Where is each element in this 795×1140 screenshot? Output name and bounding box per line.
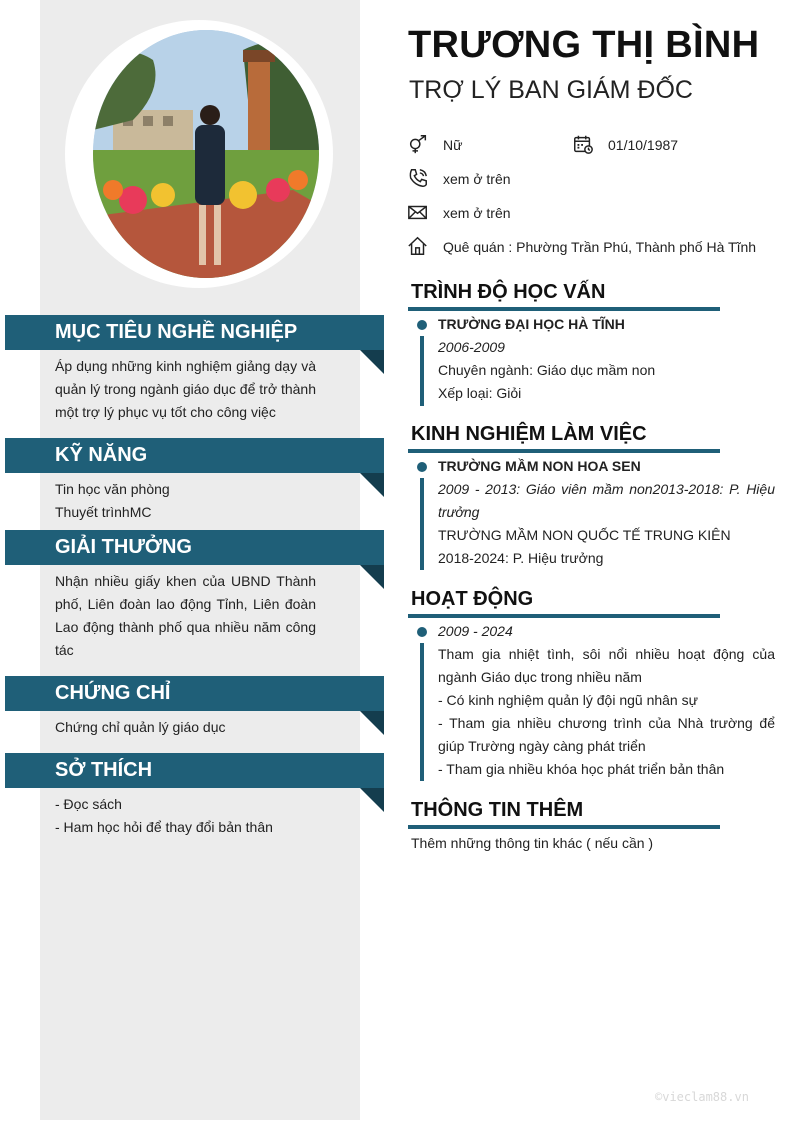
birthday-value: 01/10/1987 [608, 137, 679, 153]
hobbies-heading-fold [360, 788, 384, 812]
activity-line: - Có kinh nghiệm quản lý đội ngũ nhân sự [438, 692, 698, 708]
avatar [93, 30, 319, 278]
activities-timeline [420, 643, 424, 781]
home-icon [407, 235, 429, 257]
experience-heading: KINH NGHIỆM LÀM VIỆC [411, 423, 647, 445]
awards-heading: GIẢI THƯỞNG [5, 530, 384, 565]
extra-rule [408, 825, 720, 829]
activities-period: 2009 - 2024 [438, 623, 513, 639]
activity-line: Tham gia nhiệt tình, sôi nổi nhiều hoạt động của ngành Giáo dục trong nhiều năm [438, 646, 775, 685]
hometown-value: Quê quán : Phường Trần Phú, Thành phố Hà Tĩnh [443, 239, 757, 255]
awards-text: Nhận nhiều giấy khen của UBND Thành phố, Liên đoàn lao động Tỉnh, Liên đoàn Lao động thành phố qua nhiều năm công tác [55, 573, 316, 658]
experience-block [438, 455, 775, 570]
experience-bullet [417, 462, 427, 472]
skill-item: Thuyết trìnhMC [55, 504, 152, 520]
activities-bullet [417, 627, 427, 637]
education-major: Chuyên ngành: Giáo dục mầm non [438, 362, 656, 378]
watermark: ©vieclam88.vn [655, 1090, 749, 1104]
activity-line: - Tham gia nhiều chương trình của Nhà trường để giúp Trường ngày càng phát triển [438, 715, 775, 754]
activity-line: - Tham gia nhiều khóa học phát triển bản thân [438, 761, 725, 777]
gender-value: Nữ [443, 137, 463, 153]
hobbies-heading: SỞ THÍCH [5, 753, 384, 788]
job-title: TRỢ LÝ BAN GIÁM ĐỐC [409, 76, 693, 104]
education-bullet [417, 320, 427, 330]
phone-value: xem ở trên [443, 171, 511, 187]
phone-icon [407, 167, 429, 189]
activities-rule [408, 614, 720, 618]
education-period: 2006-2009 [438, 339, 505, 355]
certificates-heading: CHỨNG CHỈ [5, 676, 384, 711]
education-rule [408, 307, 720, 311]
skills-heading: KỸ NĂNG [5, 438, 384, 473]
education-block [438, 313, 775, 405]
awards-heading-fold [360, 565, 384, 589]
objective-heading: MỤC TIÊU NGHỀ NGHIỆP [5, 315, 384, 350]
avatar-photo [93, 30, 319, 278]
extra-text: Thêm những thông tin khác ( nếu cần ) [411, 835, 654, 851]
activities-heading: HOẠT ĐỘNG [411, 588, 534, 610]
education-heading: TRÌNH ĐỘ HỌC VẤN [411, 281, 606, 303]
skills-list [55, 478, 316, 524]
skills-heading-fold [360, 473, 384, 497]
calendar-icon [572, 133, 594, 155]
mail-icon [407, 201, 429, 223]
gender-icon [407, 133, 429, 155]
education-grade: Xếp loại: Giỏi [438, 385, 522, 401]
hobby-item: - Đọc sách [55, 796, 122, 812]
objective-heading-fold [360, 350, 384, 374]
company-name: TRƯỜNG MẦM NON HOA SEN [438, 458, 641, 474]
activities-block [438, 620, 775, 781]
hobby-item: - Ham học hỏi để thay đổi bản thân [55, 819, 273, 835]
experience-period-role-2: 2018-2024: P. Hiệu trưởng [438, 550, 604, 566]
skill-item: Tin học văn phòng [55, 481, 170, 497]
education-timeline [420, 336, 424, 406]
candidate-name: TRƯƠNG THỊ BÌNH [408, 24, 760, 66]
objective-text: Áp dụng những kinh nghiệm giảng dạy và quản lý trong ngành giáo dục để trở thành một trợ lý phục vụ tốt cho công việc [55, 358, 316, 420]
school-name: TRƯỜNG ĐẠI HỌC HÀ TĨNH [438, 316, 625, 332]
experience-rule [408, 449, 720, 453]
extra-heading: THÔNG TIN THÊM [411, 799, 584, 821]
hobbies-list [55, 793, 316, 839]
experience-timeline [420, 478, 424, 570]
certificate-item: Chứng chỉ quản lý giáo dục [55, 719, 226, 735]
certificates-heading-fold [360, 711, 384, 735]
experience-period-role: 2009 - 2013: Giáo viên mầm non2013-2018: P. Hiệu trưởng [438, 481, 775, 520]
email-value: xem ở trên [443, 205, 511, 221]
company-name-2: TRƯỜNG MẦM NON QUỐC TẾ TRUNG KIÊN [438, 527, 731, 543]
certificates-list [55, 716, 316, 739]
